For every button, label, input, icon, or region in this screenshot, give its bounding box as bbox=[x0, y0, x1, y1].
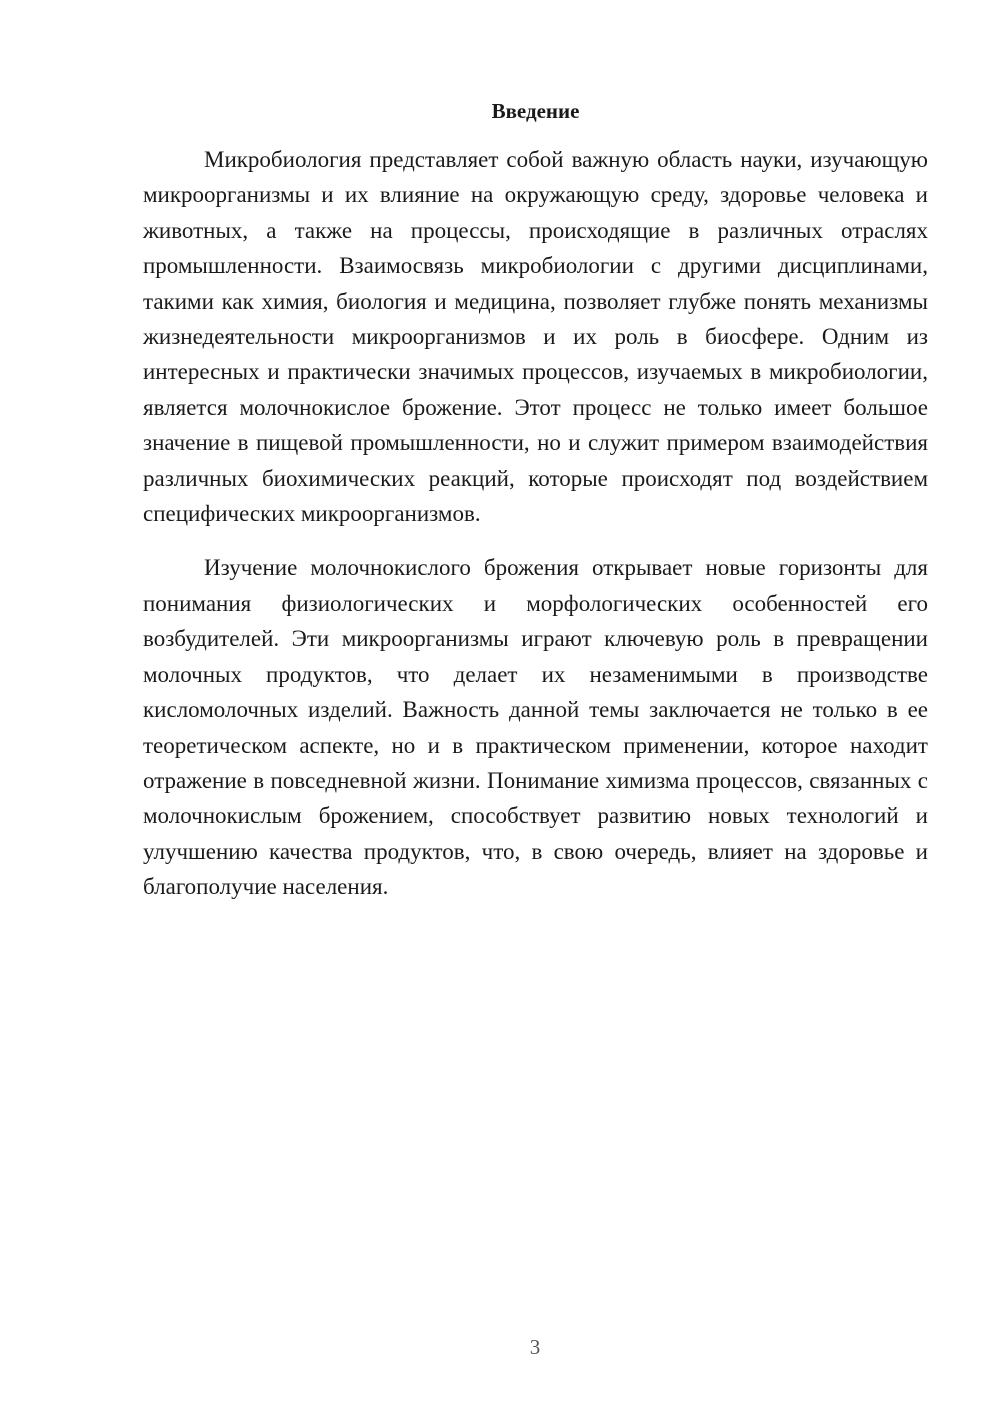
paragraph-2: Изучение молочнокислого брожения открывает новые горизонты для понимания физиологических и морфологических особенностей его возбудителей. Эти микроорганизмы играют ключевую роль в превращении молочных продуктов, что делает их незаменимыми в производстве кисломолочных изделий. Важность данной темы заключается не только в ее теоретическом аспекте, но и в практическом применении, которое находит отражение в повседневной жизни. Понимание химизма процессов, связанных с молочнокислым брожением, способствует развитию новых технологий и улучшению качества продуктов, что, в свою очередь, влияет на здоровье и благополучие населения. bbox=[143, 555, 928, 900]
paragraph-1: Микробиология представляет собой важную область науки, изучающую микроорганизмы и их влияние на окружающую среду, здоровье человека и животных, а также на процессы, происходящие в различных отраслях промышленности. Взаимосвязь микробиологии с другими дисциплинами, такими как химия, биология и медицина, позволяет глубже понять механизмы жизнедеятельности микроорганизмов и их роль в биосфере. Одним из интересных и практически значимых процессов, изучаемых в микробиологии, является молочнокислое брожение. Этот процесс не только имеет большое значение в пищевой промышленности, но и служит примером взаимодействия различных биохимических реакций, которые происходят под воздействием специфических микроорганизмов. bbox=[143, 147, 928, 527]
body-text bbox=[143, 142, 928, 905]
page-number: 3 bbox=[529, 1335, 541, 1359]
section-heading: Введение bbox=[491, 99, 580, 123]
